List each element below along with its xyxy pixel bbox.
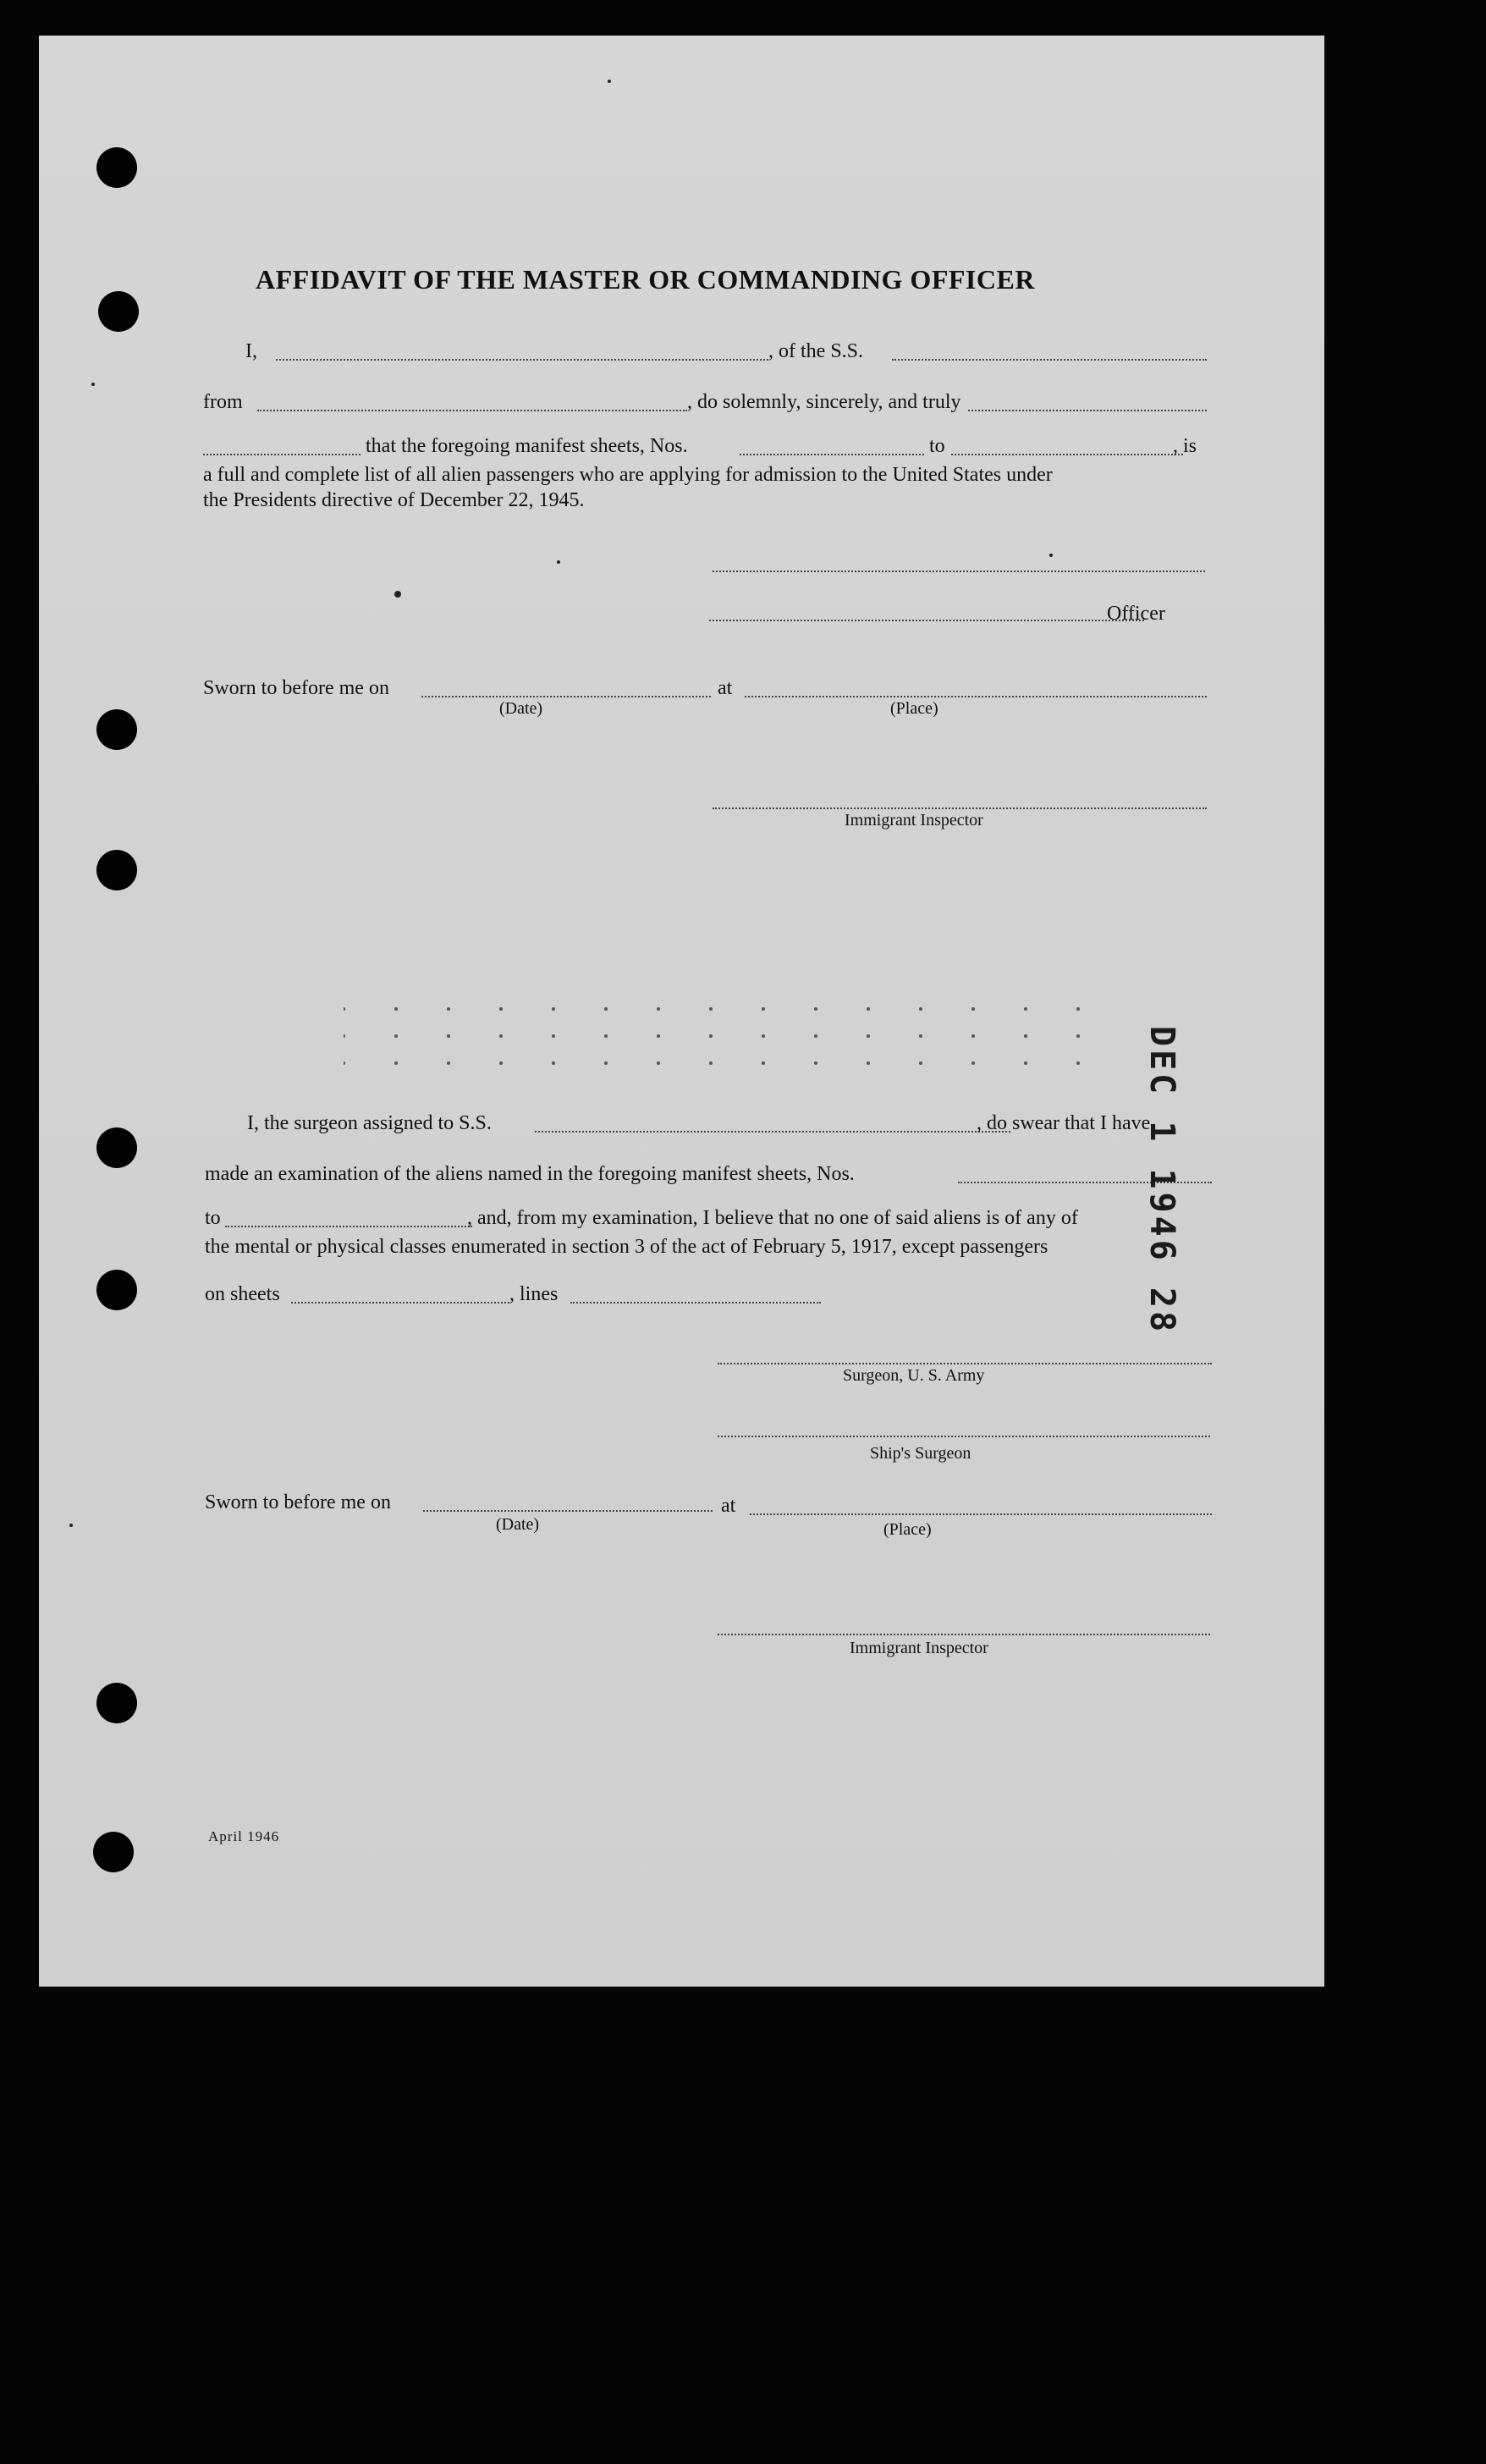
master-i-label: I, — [245, 340, 257, 362]
surgeon-sheets-to-field — [225, 1226, 472, 1227]
inspector-label-2: Immigrant Inspector — [850, 1639, 988, 1657]
master-body-line-2: the Presidents directive of December 22, 1945. — [203, 489, 585, 511]
sworn-place-field-1 — [745, 696, 1207, 697]
dotted-separator — [344, 1000, 1173, 1085]
oath-type-field — [203, 454, 360, 455]
sworn-at-label-2: at — [721, 1495, 736, 1517]
speck — [394, 591, 401, 598]
officer-signature-line — [709, 620, 1144, 621]
punch-hole — [98, 291, 139, 332]
punch-hole — [96, 1127, 137, 1168]
sworn-place-field-2 — [750, 1513, 1212, 1515]
sheets-to-field — [951, 454, 1183, 455]
surgeon-line-2: made an examination of the aliens named in the foregoing manifest sheets, Nos. — [205, 1163, 855, 1185]
speck — [91, 383, 95, 386]
ships-surgeon-signature-line — [718, 1436, 1210, 1437]
sheets-from-field — [740, 454, 924, 455]
master-from-label: from — [203, 391, 243, 413]
punch-hole — [96, 1683, 137, 1723]
surgeon-to-label: to — [205, 1207, 221, 1229]
surgeon-line-4: the mental or physical classes enumerated in section 3 of the act of February 5, 1917, except passengers — [205, 1236, 1048, 1258]
oath-field — [968, 410, 1207, 411]
signature-line — [713, 571, 1205, 572]
inspector-label-1: Immigrant Inspector — [845, 811, 983, 830]
punch-hole — [96, 709, 137, 750]
lines-label: , lines — [509, 1283, 559, 1305]
surgeon-ship-field — [535, 1131, 1010, 1133]
on-sheets-field — [291, 1302, 509, 1304]
surgeon-line-1-start: I, the surgeon assigned to S.S. — [247, 1112, 492, 1134]
inspector-signature-line-1 — [713, 808, 1207, 809]
foregoing-sheets-label: that the foregoing manifest sheets, Nos. — [366, 435, 688, 457]
punch-hole — [96, 1270, 137, 1310]
date-caption-1: (Date) — [499, 699, 543, 718]
speck — [557, 560, 560, 564]
footer-date: April 1946 — [208, 1828, 280, 1844]
punch-hole — [93, 1832, 134, 1872]
surgeon-line-3-rest: , and, from my examination, I believe that no one of said aliens is of any of — [467, 1207, 1078, 1229]
is-label: , is — [1173, 435, 1197, 457]
place-caption-2: (Place) — [883, 1520, 932, 1539]
page-title: AFFIDAVIT OF THE MASTER OR COMMANDING OFFICER — [256, 264, 1035, 295]
master-name-field — [276, 359, 768, 361]
surgeon-line-1-end: , do swear that I have — [977, 1112, 1151, 1134]
speck — [1049, 554, 1053, 557]
from-port-field — [257, 410, 687, 411]
punch-hole — [96, 147, 137, 188]
sworn-at-label-1: at — [718, 677, 733, 699]
officer-label: Officer — [1107, 603, 1165, 625]
army-surgeon-label: Surgeon, U. S. Army — [843, 1366, 985, 1385]
lines-field — [570, 1302, 821, 1304]
date-stamp: DEC 1 1946 28 — [1142, 1026, 1181, 1336]
speck — [69, 1524, 73, 1527]
speck — [608, 80, 611, 83]
sheets-to-label: to — [929, 435, 945, 457]
ships-surgeon-label: Ship's Surgeon — [870, 1444, 971, 1463]
ship-name-field — [892, 359, 1207, 361]
on-sheets-label: on sheets — [205, 1283, 280, 1305]
inspector-signature-line-2 — [718, 1634, 1210, 1635]
sworn-date-field-1 — [421, 696, 711, 697]
sworn-label-2: Sworn to before me on — [205, 1491, 391, 1513]
army-surgeon-signature-line — [718, 1363, 1212, 1364]
master-of-ss-label: , of the S.S. — [768, 340, 864, 362]
punch-hole — [96, 850, 137, 890]
sworn-date-field-2 — [423, 1510, 713, 1512]
master-solemnly-label: , do solemnly, sincerely, and truly — [687, 391, 961, 413]
place-caption-1: (Place) — [890, 699, 938, 718]
master-body-line-1: a full and complete list of all alien passengers who are applying for admission to the United States under — [203, 464, 1053, 486]
sworn-label-1: Sworn to before me on — [203, 677, 389, 699]
date-caption-2: (Date) — [496, 1515, 540, 1534]
document-page — [39, 36, 1324, 1987]
